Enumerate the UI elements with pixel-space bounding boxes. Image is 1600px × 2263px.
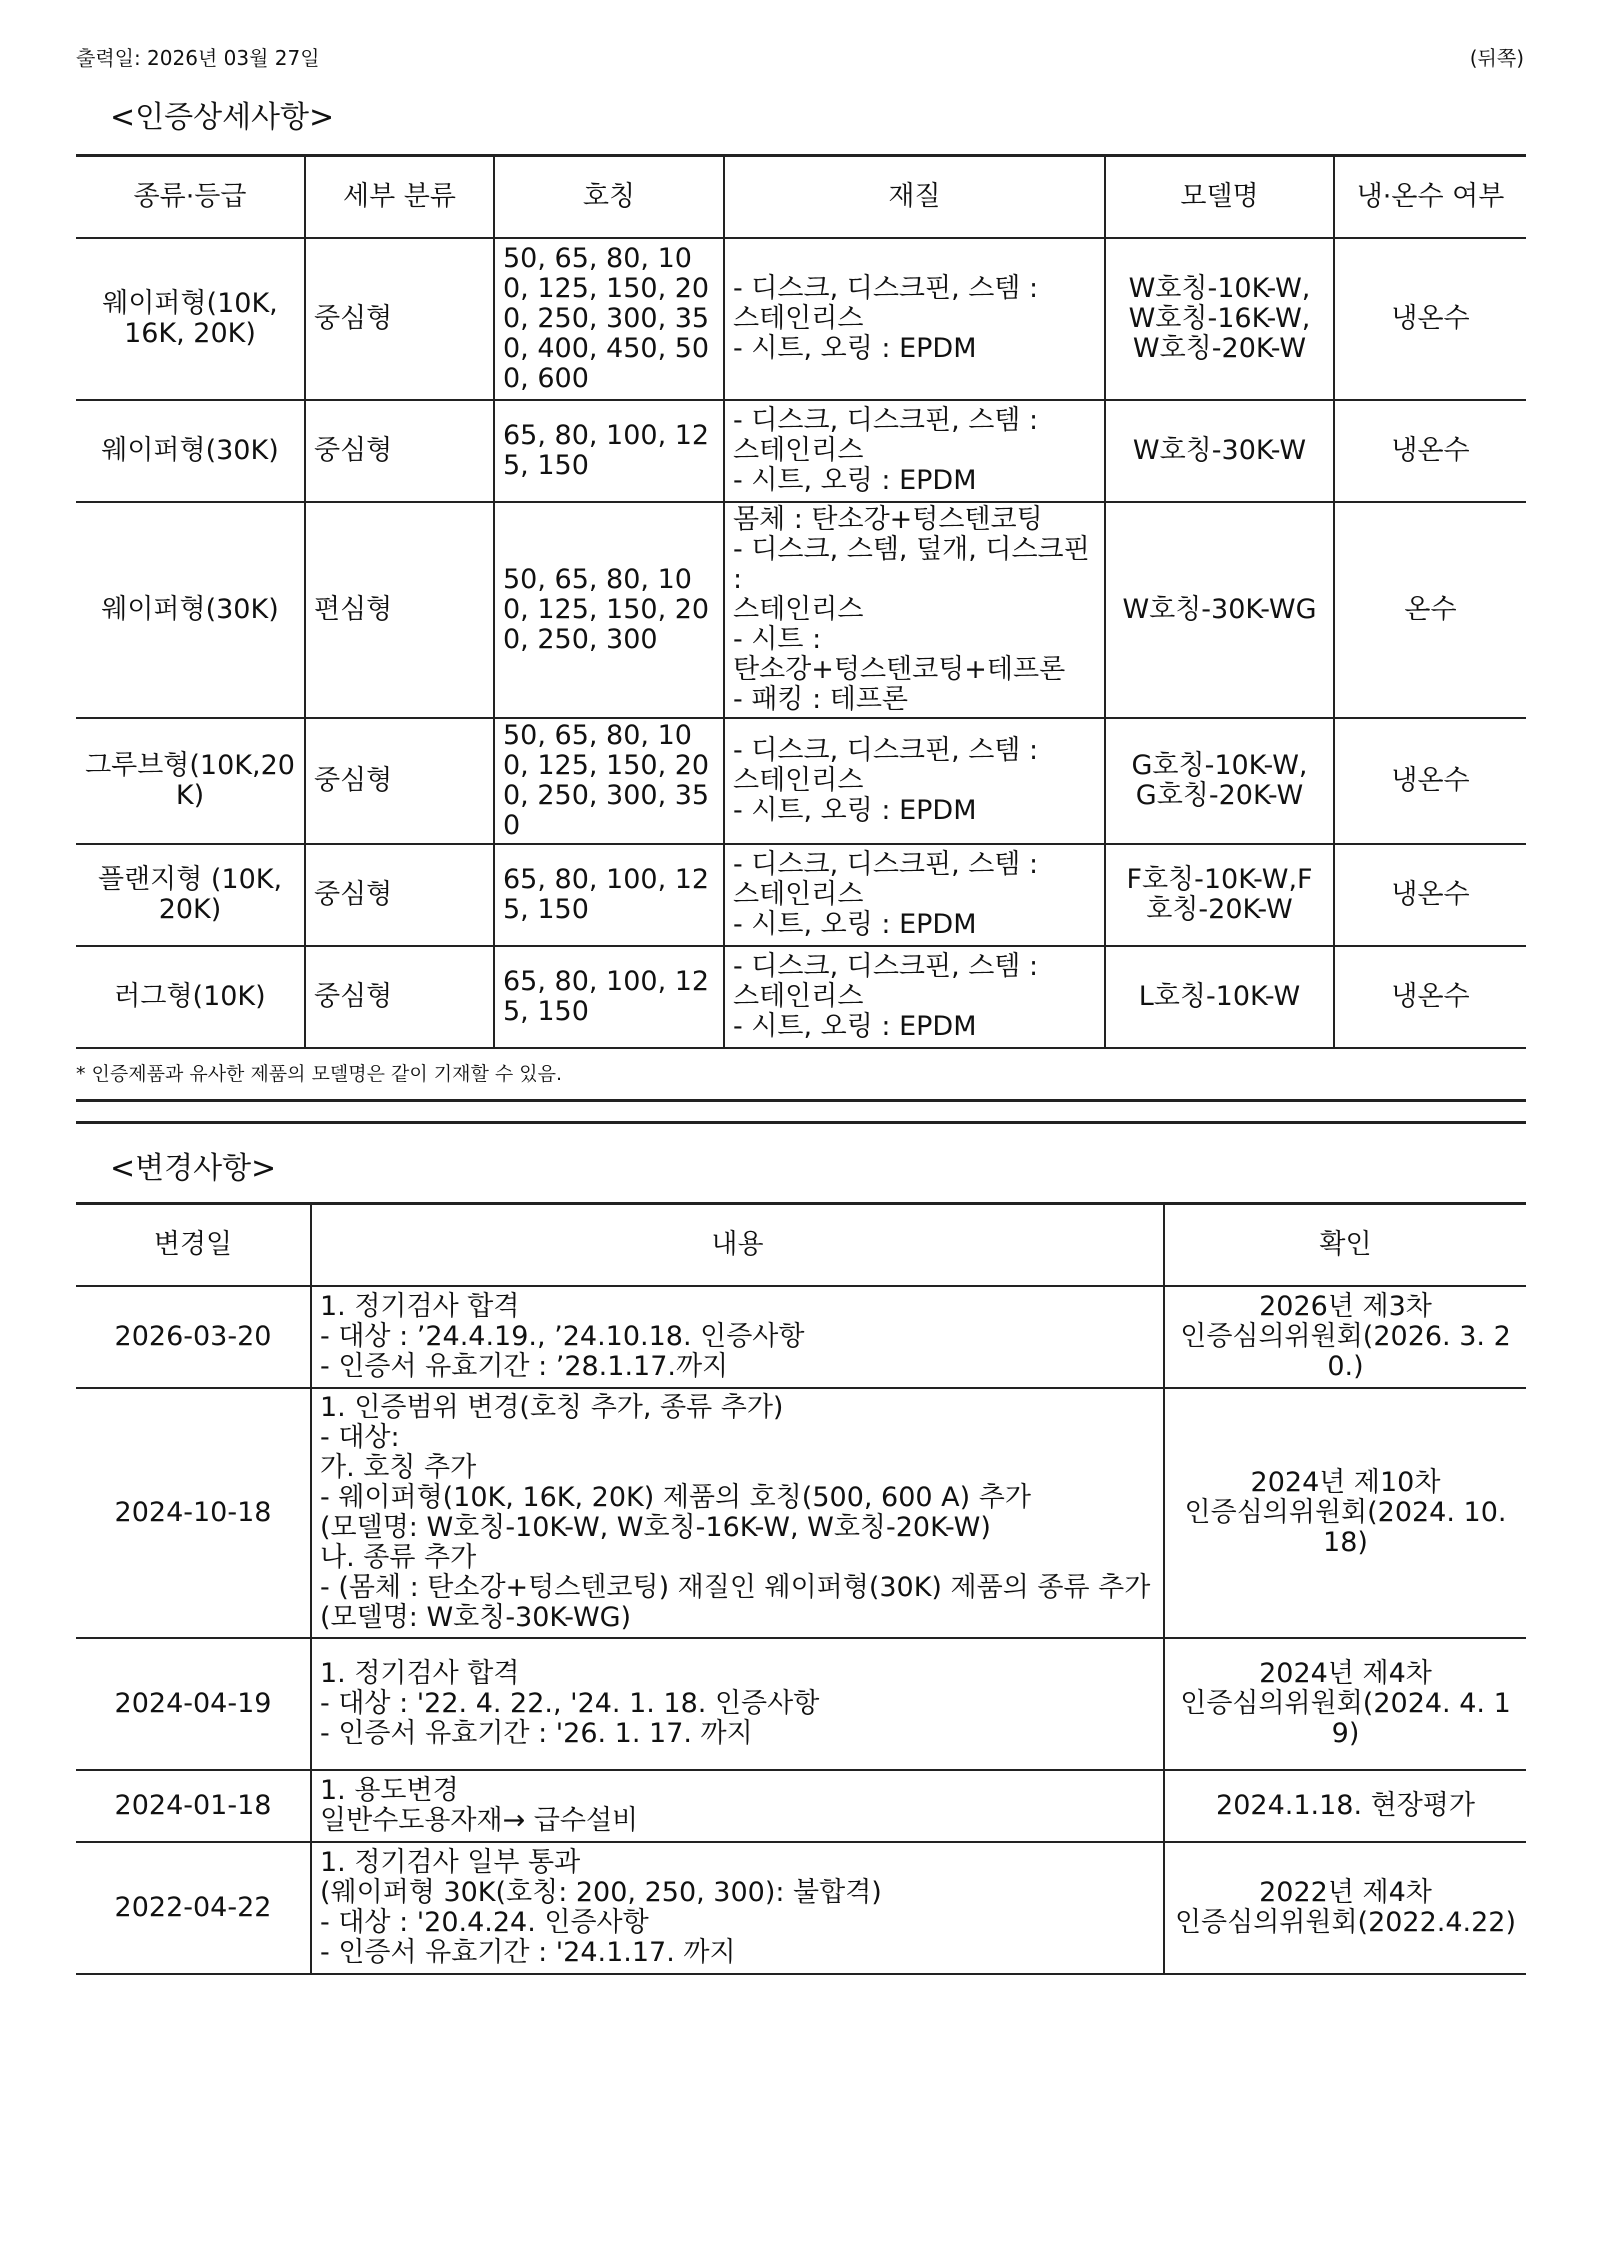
cert-note: * 인증제품과 유사한 제품의 모델명은 같이 기재할 수 있음. [76, 1048, 1526, 1101]
table-row [76, 400, 1526, 502]
col-header-content: 내용 [311, 1204, 1164, 1287]
table-row [76, 502, 1526, 718]
cell-nominal: 50, 65, 80, 100, 125, 150, 200, 250, 300, 350, 400, 450, 500, 600 [494, 238, 724, 400]
print-date: 출력일: 2026년 03월 27일 [76, 46, 320, 70]
cell-content: 1. 정기검사 합격 - 대상 : ’24.4.19., ’24.10.18. 인증사항 - 인증서 유효기간 : ’28.1.17.까지 [311, 1286, 1164, 1388]
col-header-confirm: 확인 [1164, 1204, 1526, 1287]
col-header-model: 모델명 [1105, 156, 1334, 239]
cell-model: G호칭-10K-W, G호칭-20K-W [1105, 718, 1334, 844]
col-header-nominal: 호칭 [494, 156, 724, 239]
table-row [76, 844, 1526, 946]
cell-nominal: 65, 80, 100, 125, 150 [494, 400, 724, 502]
cell-sub: 중심형 [305, 844, 494, 946]
table-row [76, 1286, 1526, 1388]
col-header-temp: 냉·온수 여부 [1334, 156, 1526, 239]
section-divider [76, 1121, 1526, 1124]
cell-content: 1. 정기검사 일부 통과 (웨이퍼형 30K(호칭: 200, 250, 300): 불합격) - 대상 : '20.4.24. 인증사항 - 인증서 유효기간 : '24.1.17. 까지 [311, 1842, 1164, 1974]
col-header-kind: 종류·등급 [76, 156, 305, 239]
cell-model: W호칭-10K-W, W호칭-16K-W, W호칭-20K-W [1105, 238, 1334, 400]
table-row [76, 718, 1526, 844]
cell-nominal: 65, 80, 100, 125, 150 [494, 844, 724, 946]
cell-temp: 냉온수 [1334, 946, 1526, 1048]
cell-kind: 러그형(10K) [76, 946, 305, 1048]
cell-content: 1. 인증범위 변경(호칭 추가, 종류 추가) - 대상: 가. 호칭 추가 - 웨이퍼형(10K, 16K, 20K) 제품의 호칭(500, 600 A) 추가 (모델명: W호칭-10K-W, W호칭-16K-W, W호칭-20K-W) 나. 종류 추가 - (몸체 : 탄소강+텅스텐코팅) 재질인 웨이퍼형(30K) 제품의 종류 추가 (모델명: W호칭-30K-WG) [311, 1388, 1164, 1638]
cell-nominal: 50, 65, 80, 100, 125, 150, 200, 250, 300 [494, 502, 724, 718]
cell-confirm: 2024년 제4차 인증심의위원회(2024. 4. 19) [1164, 1638, 1526, 1770]
table-row [76, 1842, 1526, 1974]
cell-confirm: 2026년 제3차 인증심의위원회(2026. 3. 20.) [1164, 1286, 1526, 1388]
note-row [76, 1048, 1526, 1101]
cell-material: - 디스크, 디스크핀, 스템 : 스테인리스 - 시트, 오링 : EPDM [724, 238, 1105, 400]
cell-content: 1. 정기검사 합격 - 대상 : '22. 4. 22., '24. 1. 18. 인증사항 - 인증서 유효기간 : '26. 1. 17. 까지 [311, 1638, 1164, 1770]
cell-model: L호칭-10K-W [1105, 946, 1334, 1048]
table-row [76, 238, 1526, 400]
cert-details-table [76, 154, 1526, 1102]
col-header-material: 재질 [724, 156, 1105, 239]
changes-title: <변경사항> [110, 1151, 277, 1186]
cell-date: 2026-03-20 [76, 1286, 311, 1388]
cell-sub: 편심형 [305, 502, 494, 718]
cell-material: - 디스크, 디스크핀, 스템 : 스테인리스 - 시트, 오링 : EPDM [724, 844, 1105, 946]
cell-sub: 중심형 [305, 400, 494, 502]
cell-material: 몸체 : 탄소강+텅스텐코팅 - 디스크, 스템, 덮개, 디스크핀 : 스테인리스 - 시트 : 탄소강+텅스텐코팅+테프론 - 패킹 : 테프론 [724, 502, 1105, 718]
cell-material: - 디스크, 디스크핀, 스템 : 스테인리스 - 시트, 오링 : EPDM [724, 946, 1105, 1048]
cell-sub: 중심형 [305, 718, 494, 844]
table-row [76, 946, 1526, 1048]
cell-confirm: 2022년 제4차 인증심의위원회(2022.4.22) [1164, 1842, 1526, 1974]
cell-model: F호칭-10K-W,F호칭-20K-W [1105, 844, 1334, 946]
cell-date: 2024-01-18 [76, 1770, 311, 1842]
cell-kind: 웨이퍼형(30K) [76, 502, 305, 718]
cell-sub: 중심형 [305, 238, 494, 400]
cell-material: - 디스크, 디스크핀, 스템 : 스테인리스 - 시트, 오링 : EPDM [724, 400, 1105, 502]
changes-table [76, 1202, 1526, 1975]
cell-temp: 냉온수 [1334, 400, 1526, 502]
cert-details-header-row [76, 156, 1526, 239]
changes-header-row [76, 1204, 1526, 1287]
cell-content: 1. 용도변경 일반수도용자재→ 급수설비 [311, 1770, 1164, 1842]
cell-confirm: 2024.1.18. 현장평가 [1164, 1770, 1526, 1842]
col-header-sub: 세부 분류 [305, 156, 494, 239]
cell-kind: 플랜지형 (10K, 20K) [76, 844, 305, 946]
cell-date: 2022-04-22 [76, 1842, 311, 1974]
cert-details-title: <인증상세사항> [110, 100, 335, 135]
cell-confirm: 2024년 제10차 인증심의위원회(2024. 10. 18) [1164, 1388, 1526, 1638]
cell-temp: 온수 [1334, 502, 1526, 718]
cell-model: W호칭-30K-WG [1105, 502, 1334, 718]
col-header-date: 변경일 [76, 1204, 311, 1287]
table-row [76, 1770, 1526, 1842]
table-row [76, 1388, 1526, 1638]
cell-nominal: 50, 65, 80, 100, 125, 150, 200, 250, 300, 350 [494, 718, 724, 844]
cell-kind: 웨이퍼형(30K) [76, 400, 305, 502]
cell-date: 2024-10-18 [76, 1388, 311, 1638]
cell-date: 2024-04-19 [76, 1638, 311, 1770]
cell-temp: 냉온수 [1334, 238, 1526, 400]
cell-material: - 디스크, 디스크핀, 스템 : 스테인리스 - 시트, 오링 : EPDM [724, 718, 1105, 844]
table-row [76, 1638, 1526, 1770]
cell-sub: 중심형 [305, 946, 494, 1048]
page-side-label: (뒤쪽) [1469, 46, 1524, 70]
cell-temp: 냉온수 [1334, 844, 1526, 946]
cell-model: W호칭-30K-W [1105, 400, 1334, 502]
cell-kind: 그루브형(10K,20K) [76, 718, 305, 844]
cell-temp: 냉온수 [1334, 718, 1526, 844]
cell-kind: 웨이퍼형(10K, 16K, 20K) [76, 238, 305, 400]
cell-nominal: 65, 80, 100, 125, 150 [494, 946, 724, 1048]
